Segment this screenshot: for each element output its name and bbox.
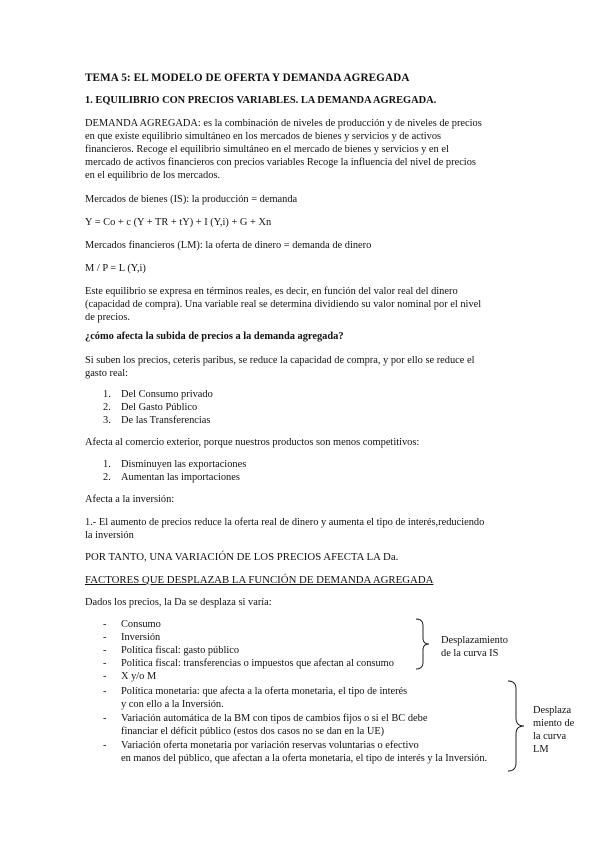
text-line: mercado de activos financieros con precios variables Recoge la influencia del nivel de precios — [85, 157, 476, 168]
note-line: LM — [533, 744, 549, 755]
factor-item — [103, 712, 428, 725]
list-dash: - — [103, 740, 107, 751]
factor-item-continuation — [121, 752, 487, 765]
list-number: 1. — [103, 459, 111, 470]
list-text: Disminuyen las exportaciones — [121, 459, 247, 470]
factor-item — [103, 739, 419, 752]
is-shift-note — [441, 634, 508, 660]
factor-item — [103, 657, 394, 670]
note-line: de la curva IS — [441, 648, 499, 659]
list-dash: - — [103, 686, 107, 697]
list-item — [103, 414, 211, 427]
list-text: Política fiscal: gasto público — [121, 645, 240, 656]
list-number: 2. — [103, 402, 111, 413]
list-number: 3. — [103, 415, 111, 426]
text-line: 1.- El aumento de precios reduce la oferta real de dinero y aumenta el tipo de interés,reduciendo — [85, 517, 485, 528]
text-line: Este equilibrio se expresa en términos reales, es decir, en función del valor real del dinero — [85, 286, 458, 297]
conclusion-text: POR TANTO, UNA VARIACIÓN DE LOS PRECIOS AFECTA LA Da. — [85, 551, 399, 563]
text-line: financieros. Recoge el equilibrio simultáneo en el mercado de bienes y servicios y en el — [85, 144, 449, 155]
paragraph-oferta-dinero — [85, 516, 555, 542]
list-text: financiar el déficit público (estos dos casos no se dan en la UE) — [121, 726, 385, 737]
text-line: gasto real: — [85, 368, 128, 379]
list-dash: - — [103, 645, 107, 656]
paragraph-inversion: Afecta a la inversión: — [85, 494, 175, 505]
factor-item — [103, 685, 408, 698]
list-text: Política fiscal: transferencias o impuestos que afectan al consumo — [121, 658, 394, 669]
list-text: X y/o M — [121, 671, 157, 682]
list-text: Política monetaria: que afecta a la oferta monetaria, el tipo de interés — [121, 686, 408, 697]
question-heading: ¿cómo afecta la subida de precios a la demanda agregada? — [85, 331, 344, 342]
factor-item — [103, 670, 157, 683]
factores-heading: FACTORES QUE DESPLAZAB LA FUNCIÓN DE DEMANDA AGREGADA — [85, 574, 434, 586]
lm-label: Mercados financieros (LM): la oferta de dinero = demanda de dinero — [85, 240, 372, 251]
list-dash: - — [103, 619, 107, 630]
list-dash: - — [103, 671, 107, 682]
text-line: en que existe equilibrio simultáneo en los mercados de bienes y servicios y de activos — [85, 131, 442, 142]
list-dash: - — [103, 658, 107, 669]
note-line: miento de — [533, 718, 575, 729]
list-text: y con ello a la Inversión. — [121, 699, 224, 710]
list-item — [103, 388, 213, 401]
list-text: Variación automática de la BM con tipos de cambios fijos o si el BC debe — [121, 713, 428, 724]
list-dash: - — [103, 713, 107, 724]
is-equation: Y = Co + c (Y + TR + tY) + I (Y,i) + G + Xn — [85, 217, 272, 228]
text-line: en el equilibrio de los mercados. — [85, 170, 221, 181]
paragraph-comercio-exterior: Afecta al comercio exterior, porque nuestros productos son menos competitivos: — [85, 437, 420, 448]
list-dash: - — [103, 632, 107, 643]
list-item — [103, 471, 240, 484]
paragraph-terminos-reales — [85, 285, 555, 324]
lm-shift-note — [533, 704, 574, 756]
factor-item-continuation — [121, 725, 384, 738]
is-label: Mercados de bienes (IS): la producción = demanda — [85, 194, 298, 205]
list-item — [103, 401, 198, 414]
text-line: DEMANDA AGREGADA: es la combinación de niveles de producción y de niveles de precios — [85, 118, 482, 129]
lm-equation: M / P = L (Y,i) — [85, 263, 146, 274]
list-text: Consumo — [121, 619, 161, 630]
note-line: la curva — [533, 731, 567, 742]
note-line: Desplazamiento — [441, 635, 508, 646]
paragraph-suben-precios — [85, 354, 555, 380]
list-text: Del Gasto Público — [121, 402, 198, 413]
factor-item — [103, 631, 161, 644]
list-text: en manos del público, que afectan a la oferta monetaria, el tipo de interés y la Inversión. — [121, 753, 488, 764]
text-line: la inversión — [85, 530, 134, 541]
section-heading: 1. EQUILIBRIO CON PRECIOS VARIABLES. LA DEMANDA AGREGADA. — [85, 95, 437, 106]
brace-is-icon — [415, 618, 431, 670]
document-title: TEMA 5: EL MODELO DE OFERTA Y DEMANDA AGREGADA — [85, 72, 410, 84]
factor-item-continuation — [121, 698, 224, 711]
brace-lm-icon — [506, 680, 526, 772]
list-number: 1. — [103, 389, 111, 400]
note-line: Desplaza — [533, 705, 572, 716]
text-line: (capacidad de compra). Una variable real se determina dividiendo su valor nominal por el nivel — [85, 299, 482, 310]
list-text: Del Consumo privado — [121, 389, 213, 400]
list-text: Inversión — [121, 632, 161, 643]
list-item — [103, 458, 247, 471]
paragraph-dados-precios: Dados los precios, la Da se desplaza si varía: — [85, 597, 272, 608]
factor-item — [103, 644, 240, 657]
list-number: 2. — [103, 472, 111, 483]
text-line: de precios. — [85, 312, 131, 323]
paragraph-demanda-agregada — [85, 117, 555, 182]
text-line: Si suben los precios, ceteris paribus, se reduce la capacidad de compra, y por ello se reduce el — [85, 355, 475, 366]
list-text: Variación oferta monetaria por variación reservas voluntarias o efectivo — [121, 740, 419, 751]
list-text: Aumentan las importaciones — [121, 472, 240, 483]
factor-item — [103, 618, 161, 631]
list-text: De las Transferencias — [121, 415, 211, 426]
